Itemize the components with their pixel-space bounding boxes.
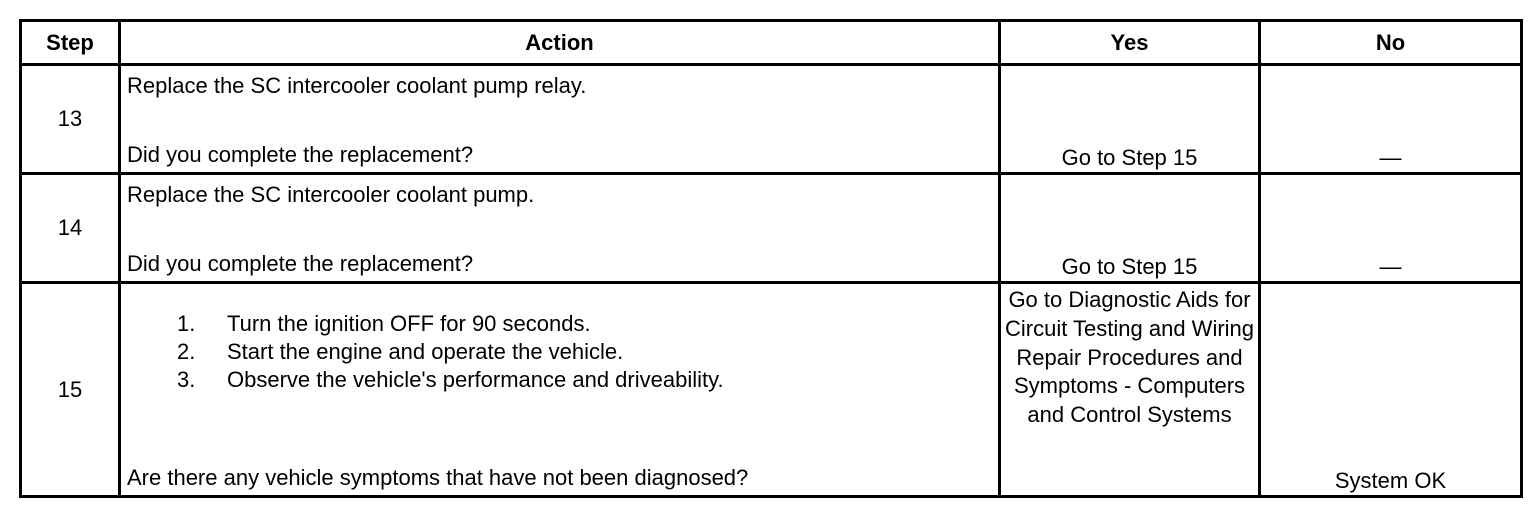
table-row (21, 283, 1522, 497)
list-item-text: Start the engine and operate the vehicle. (227, 339, 624, 364)
header-action: Action (120, 21, 1000, 65)
diagnostic-table (19, 19, 1523, 498)
action-cell (120, 174, 1000, 283)
no-result: System OK (1260, 283, 1522, 497)
header-no: No (1260, 21, 1522, 65)
list-item (177, 366, 724, 394)
action-question: Did you complete the replacement? (127, 251, 474, 276)
yes-result (1000, 283, 1260, 497)
list-item-number: 1. (177, 311, 196, 336)
table-row (21, 174, 1522, 283)
yes-result: Go to Step 15 (1000, 65, 1260, 174)
list-item-text: Turn the ignition OFF for 90 seconds. (227, 311, 591, 336)
step-number: 13 (21, 65, 120, 174)
action-instruction: Replace the SC intercooler coolant pump. (127, 182, 535, 207)
action-cell (120, 65, 1000, 174)
action-cell (120, 283, 1000, 497)
yes-result: Go to Step 15 (1000, 174, 1260, 283)
no-result: — (1260, 65, 1522, 174)
header-step: Step (21, 21, 120, 65)
action-step-list (177, 310, 724, 394)
list-item-text: Observe the vehicle's performance and driveability. (227, 367, 724, 392)
action-question: Did you complete the replacement? (127, 142, 474, 167)
table-row (21, 65, 1522, 174)
list-item-number: 2. (177, 339, 196, 364)
action-instruction: Replace the SC intercooler coolant pump relay. (127, 73, 587, 98)
yes-result-text: Go to Diagnostic Aids for Circuit Testing and Wiring Repair Procedures and Symptoms - Computers and Control Systems (1004, 287, 1255, 428)
list-item (177, 338, 724, 366)
no-result: — (1260, 174, 1522, 283)
list-item (177, 310, 724, 338)
step-number: 15 (21, 283, 120, 497)
header-row (21, 21, 1522, 65)
action-question: Are there any vehicle symptoms that have not been diagnosed? (127, 465, 749, 490)
step-number: 14 (21, 174, 120, 283)
header-yes: Yes (1000, 21, 1260, 65)
list-item-number: 3. (177, 367, 196, 392)
